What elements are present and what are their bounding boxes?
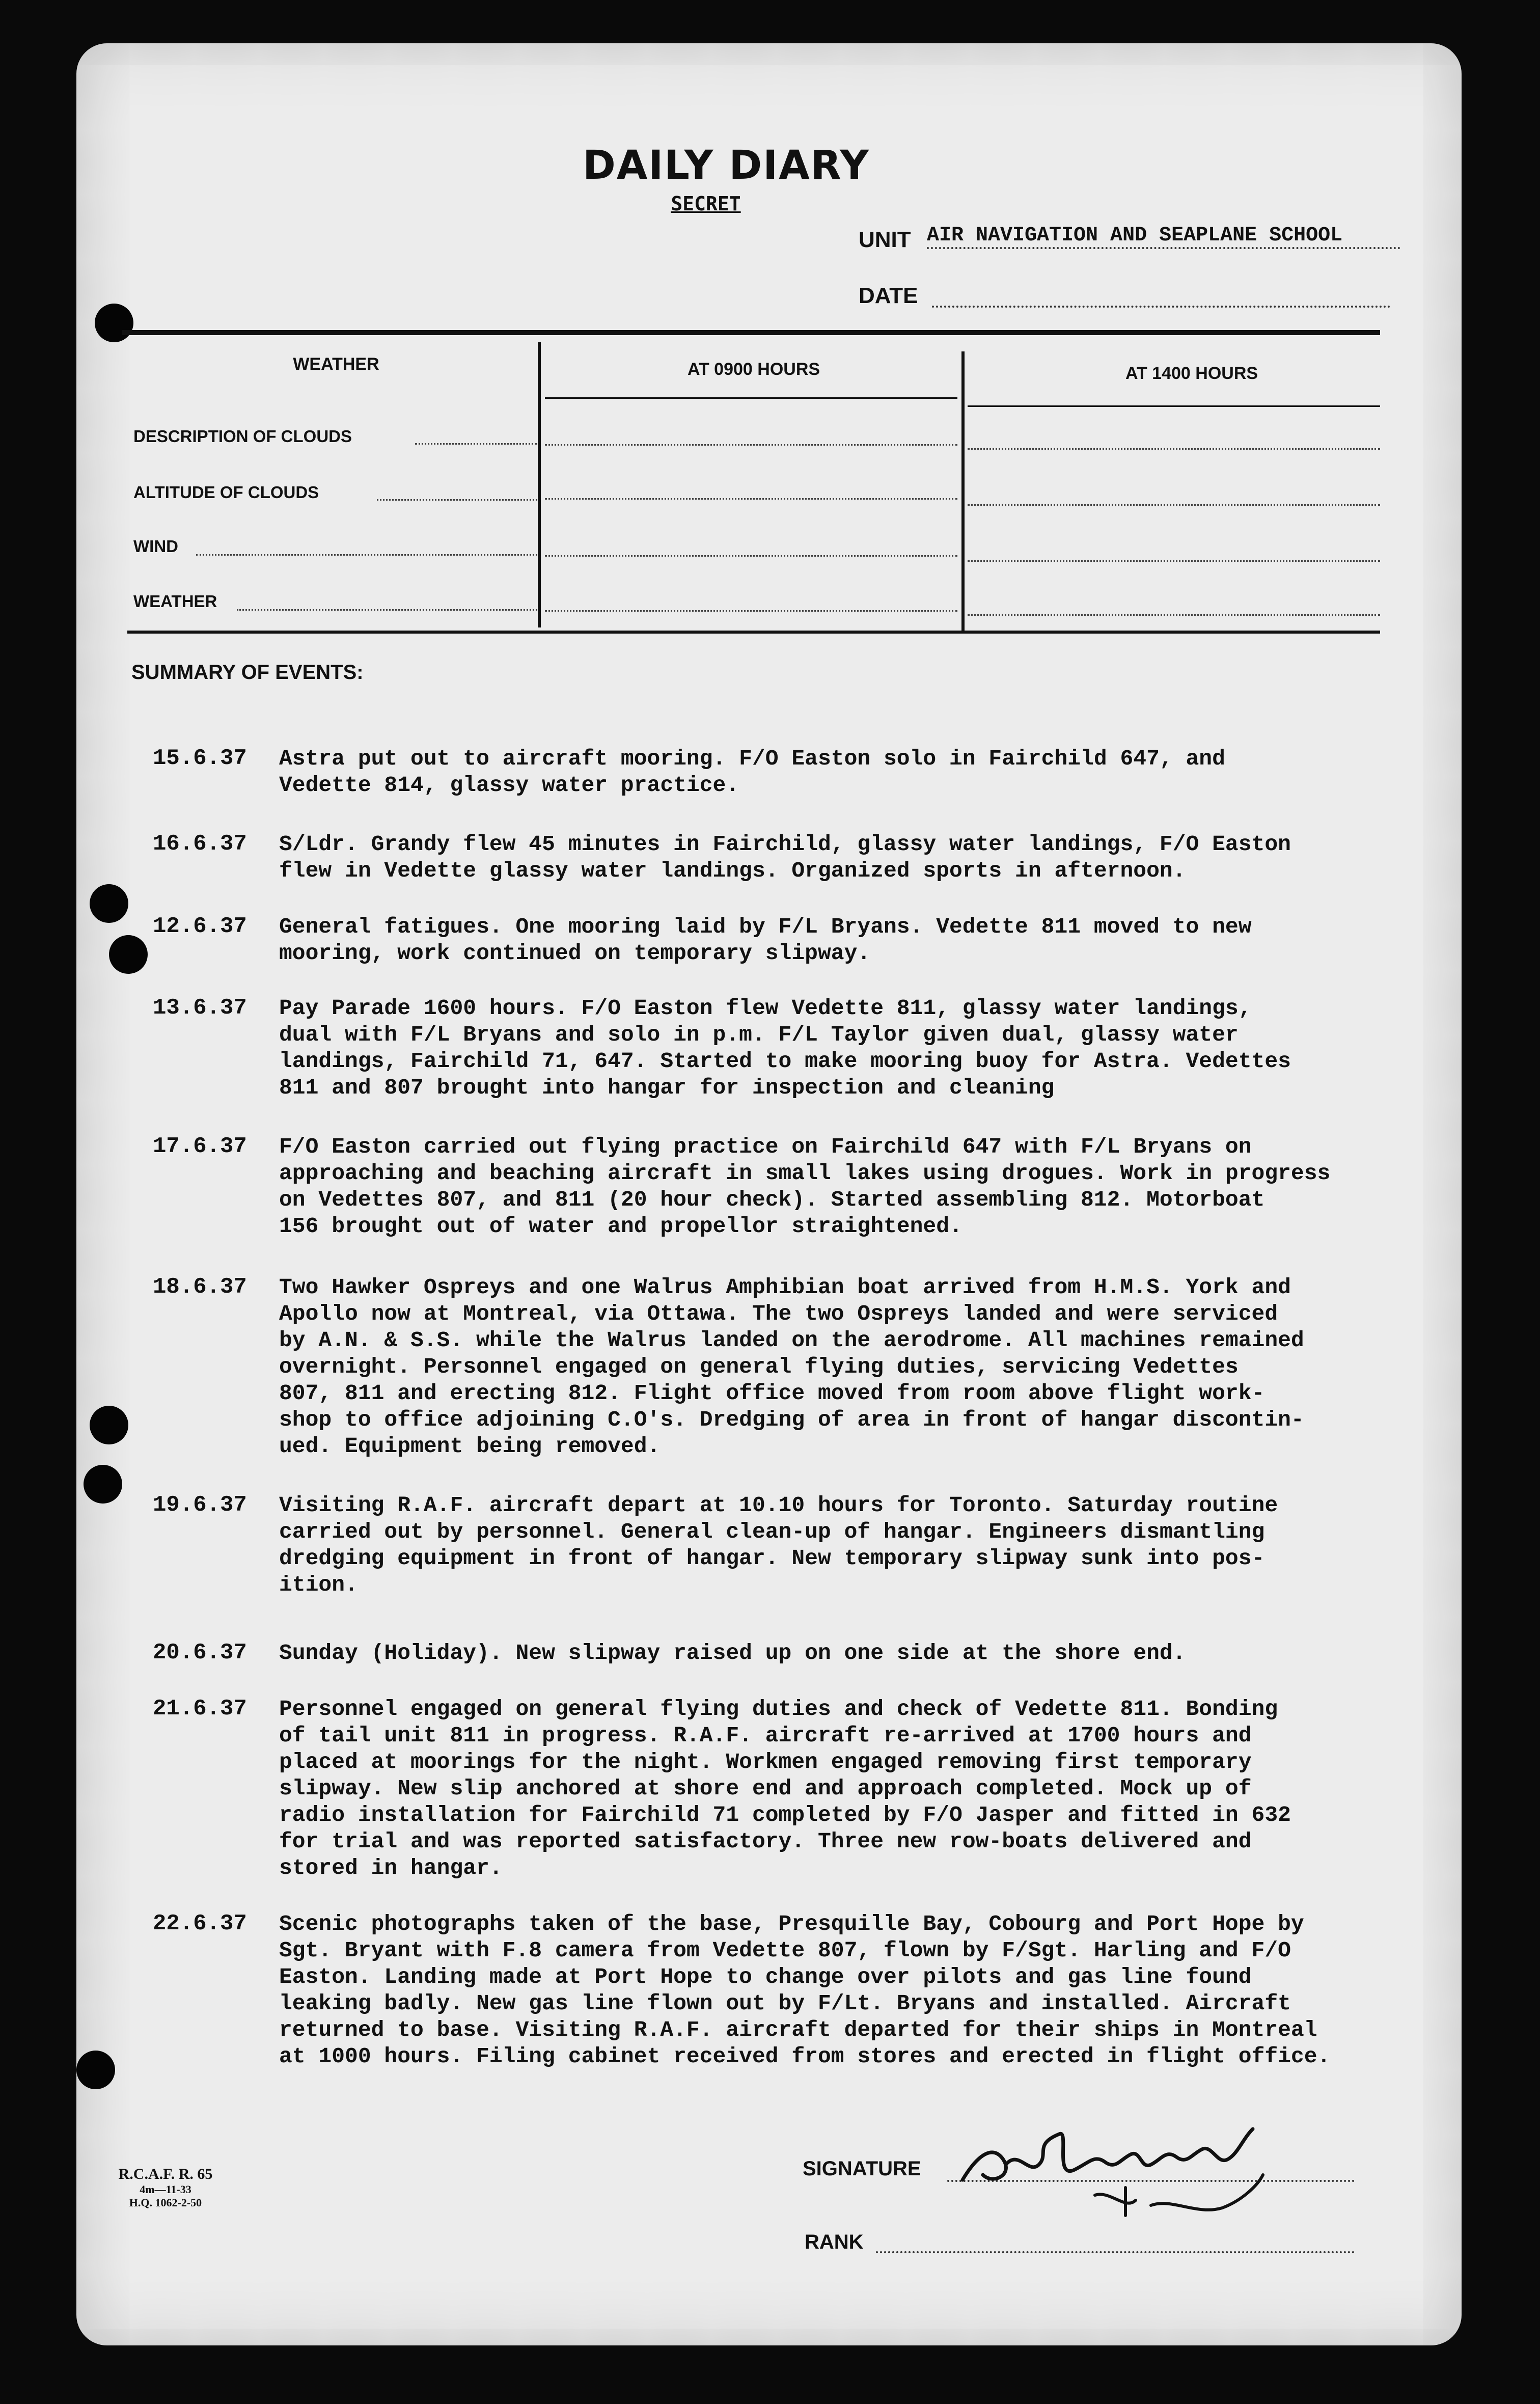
table-header-rule [545,397,957,399]
entry-text: Visiting R.A.F. aircraft depart at 10.10 hours for Toronto. Saturday routine carried out by personnel. General clean-up of hangar. Engineers dismantling dredging equipment in front of hangar. New temporary slipway sunk into pos- ition. [279,1493,1278,1597]
signature-label: SIGNATURE [803,2157,921,2180]
row-dots [237,609,537,611]
punch-hole [95,304,133,342]
punch-hole [90,1406,128,1444]
table-header-rule [968,405,1380,407]
entry-date: 12.6.37 [153,914,247,939]
row-dots [968,448,1380,450]
row-dots [415,443,537,445]
date-field [932,306,1390,308]
punch-hole [84,1465,122,1504]
date-label: DATE [859,283,918,308]
row-dots [545,498,957,500]
form-number-sub: 4m—11-33 [140,2183,191,2196]
row-dots [968,614,1380,616]
entry-text: Pay Parade 1600 hours. F/O Easton flew Vedette 811, glassy water landings, dual with F/L Bryans and solo in p.m. F/L Taylor given dual, glassy water landings, Fairchild 71, 647. Started to make mooring buoy for Astra. Vedettes 811 and 807 brought into hangar for inspection and cleaning [279,996,1291,1100]
table-top-rule [122,330,1380,335]
form-number-main: R.C.A.F. R. 65 [118,2166,213,2182]
1400-column-header: AT 1400 HOURS [1125,364,1258,383]
entry-date: 22.6.37 [153,1911,247,1936]
altitude-of-clouds-label: ALTITUDE OF CLOUDS [133,483,319,502]
row-dots [196,554,537,556]
unit-label: UNIT [859,227,911,252]
rank-line [876,2251,1355,2253]
entry-text: S/Ldr. Grandy flew 45 minutes in Fairchild, glassy water landings, F/O Easton flew in Vedette glassy water landings. Organized sports in afternoon. [279,832,1291,883]
0900-column-header: AT 0900 HOURS [687,360,820,379]
form-number [102,2166,229,2209]
table-divider [961,351,965,631]
page-title: DAILY DIARY [583,143,870,188]
handwritten-signature [957,2098,1273,2231]
weather-label: WEATHER [133,592,217,611]
entry-text: General fatigues. One mooring laid by F/L Bryans. Vedette 811 moved to new mooring, work continued on temporary slipway. [279,914,1252,966]
entry-date: 15.6.37 [153,746,247,771]
entry-date: 21.6.37 [153,1696,247,1722]
table-bottom-rule [127,631,1380,634]
entry-date: 19.6.37 [153,1492,247,1518]
row-dots [545,610,957,612]
row-dots [968,560,1380,562]
row-dots [968,504,1380,506]
punch-hole [76,2051,115,2089]
row-dots [545,555,957,557]
description-of-clouds-label: DESCRIPTION OF CLOUDS [133,427,352,446]
punch-hole [90,884,128,923]
punch-hole [109,935,148,974]
classification-stamp: SECRET [671,193,741,215]
entry-date: 17.6.37 [153,1134,247,1159]
entry-text: F/O Easton carried out flying practice on Fairchild 647 with F/L Bryans on approaching and beaching aircraft in small lakes using drogues. Work in progress on Vedettes 807, and 811 (20 hour check). Started assembling 812. Motorboat 156 brought out of water and propellor straightened. [279,1134,1331,1239]
wind-label: WIND [133,537,178,556]
row-dots [377,499,537,501]
entry-date: 18.6.37 [153,1274,247,1300]
entry-date: 13.6.37 [153,995,247,1021]
entry-date: 16.6.37 [153,831,247,857]
unit-value: AIR NAVIGATION AND SEAPLANE SCHOOL [927,224,1400,249]
row-dots [545,444,957,446]
form-number-sub: H.Q. 1062-2-50 [129,2196,202,2209]
entry-text: Scenic photographs taken of the base, Presquille Bay, Cobourg and Port Hope by Sgt. Bryant with F.8 camera from Vedette 807, flown by F/Sgt. Harling and F/O Easton. Landing made at Port Hope to change over pilots and gas line found leaking badly. New gas line flown out by F/Lt. Bryans and installed. Aircraft returned to base. Visiting R.A.F. aircraft departed for their ships in Montreal at 1000 hours. Filing cabinet received from stores and erected in flight office. [279,1911,1331,2069]
weather-column-header: WEATHER [293,354,379,374]
table-divider [538,342,541,627]
rank-label: RANK [805,2231,864,2253]
entry-text: Two Hawker Ospreys and one Walrus Amphibian boat arrived from H.M.S. York and Apollo now at Montreal, via Ottawa. The two Ospreys landed and were serviced by A.N. & S.S. while the Walrus landed on the aerodrome. All machines remained overnight. Personnel engaged on general flying duties, servicing Vedettes 807, 811 and erecting 812. Flight office moved from room above flight work- shop to office adjoining C.O's. Dredging of area in front of hangar discontin- ued. Equipment being removed. [279,1275,1304,1459]
entry-text: Sunday (Holiday). New slipway raised up on one side at the shore end. [279,1641,1186,1665]
summary-heading: SUMMARY OF EVENTS: [131,661,364,684]
entry-text: Personnel engaged on general flying duties and check of Vedette 811. Bonding of tail unit 811 in progress. R.A.F. aircraft re-arrived at 1700 hours and placed at moorings for the night. Workmen engaged removing first temporary slipway. New slip anchored at shore end and approach completed. Mock up of radio installation for Fairchild 71 completed by F/O Jasper and fitted in 632 for trial and was reported satisfactory. Three new row-boats delivered and stored in hangar. [279,1697,1291,1880]
entry-date: 20.6.37 [153,1640,247,1665]
entry-text: Astra put out to aircraft mooring. F/O Easton solo in Fairchild 647, and Vedette 814, glassy water practice. [279,746,1225,798]
